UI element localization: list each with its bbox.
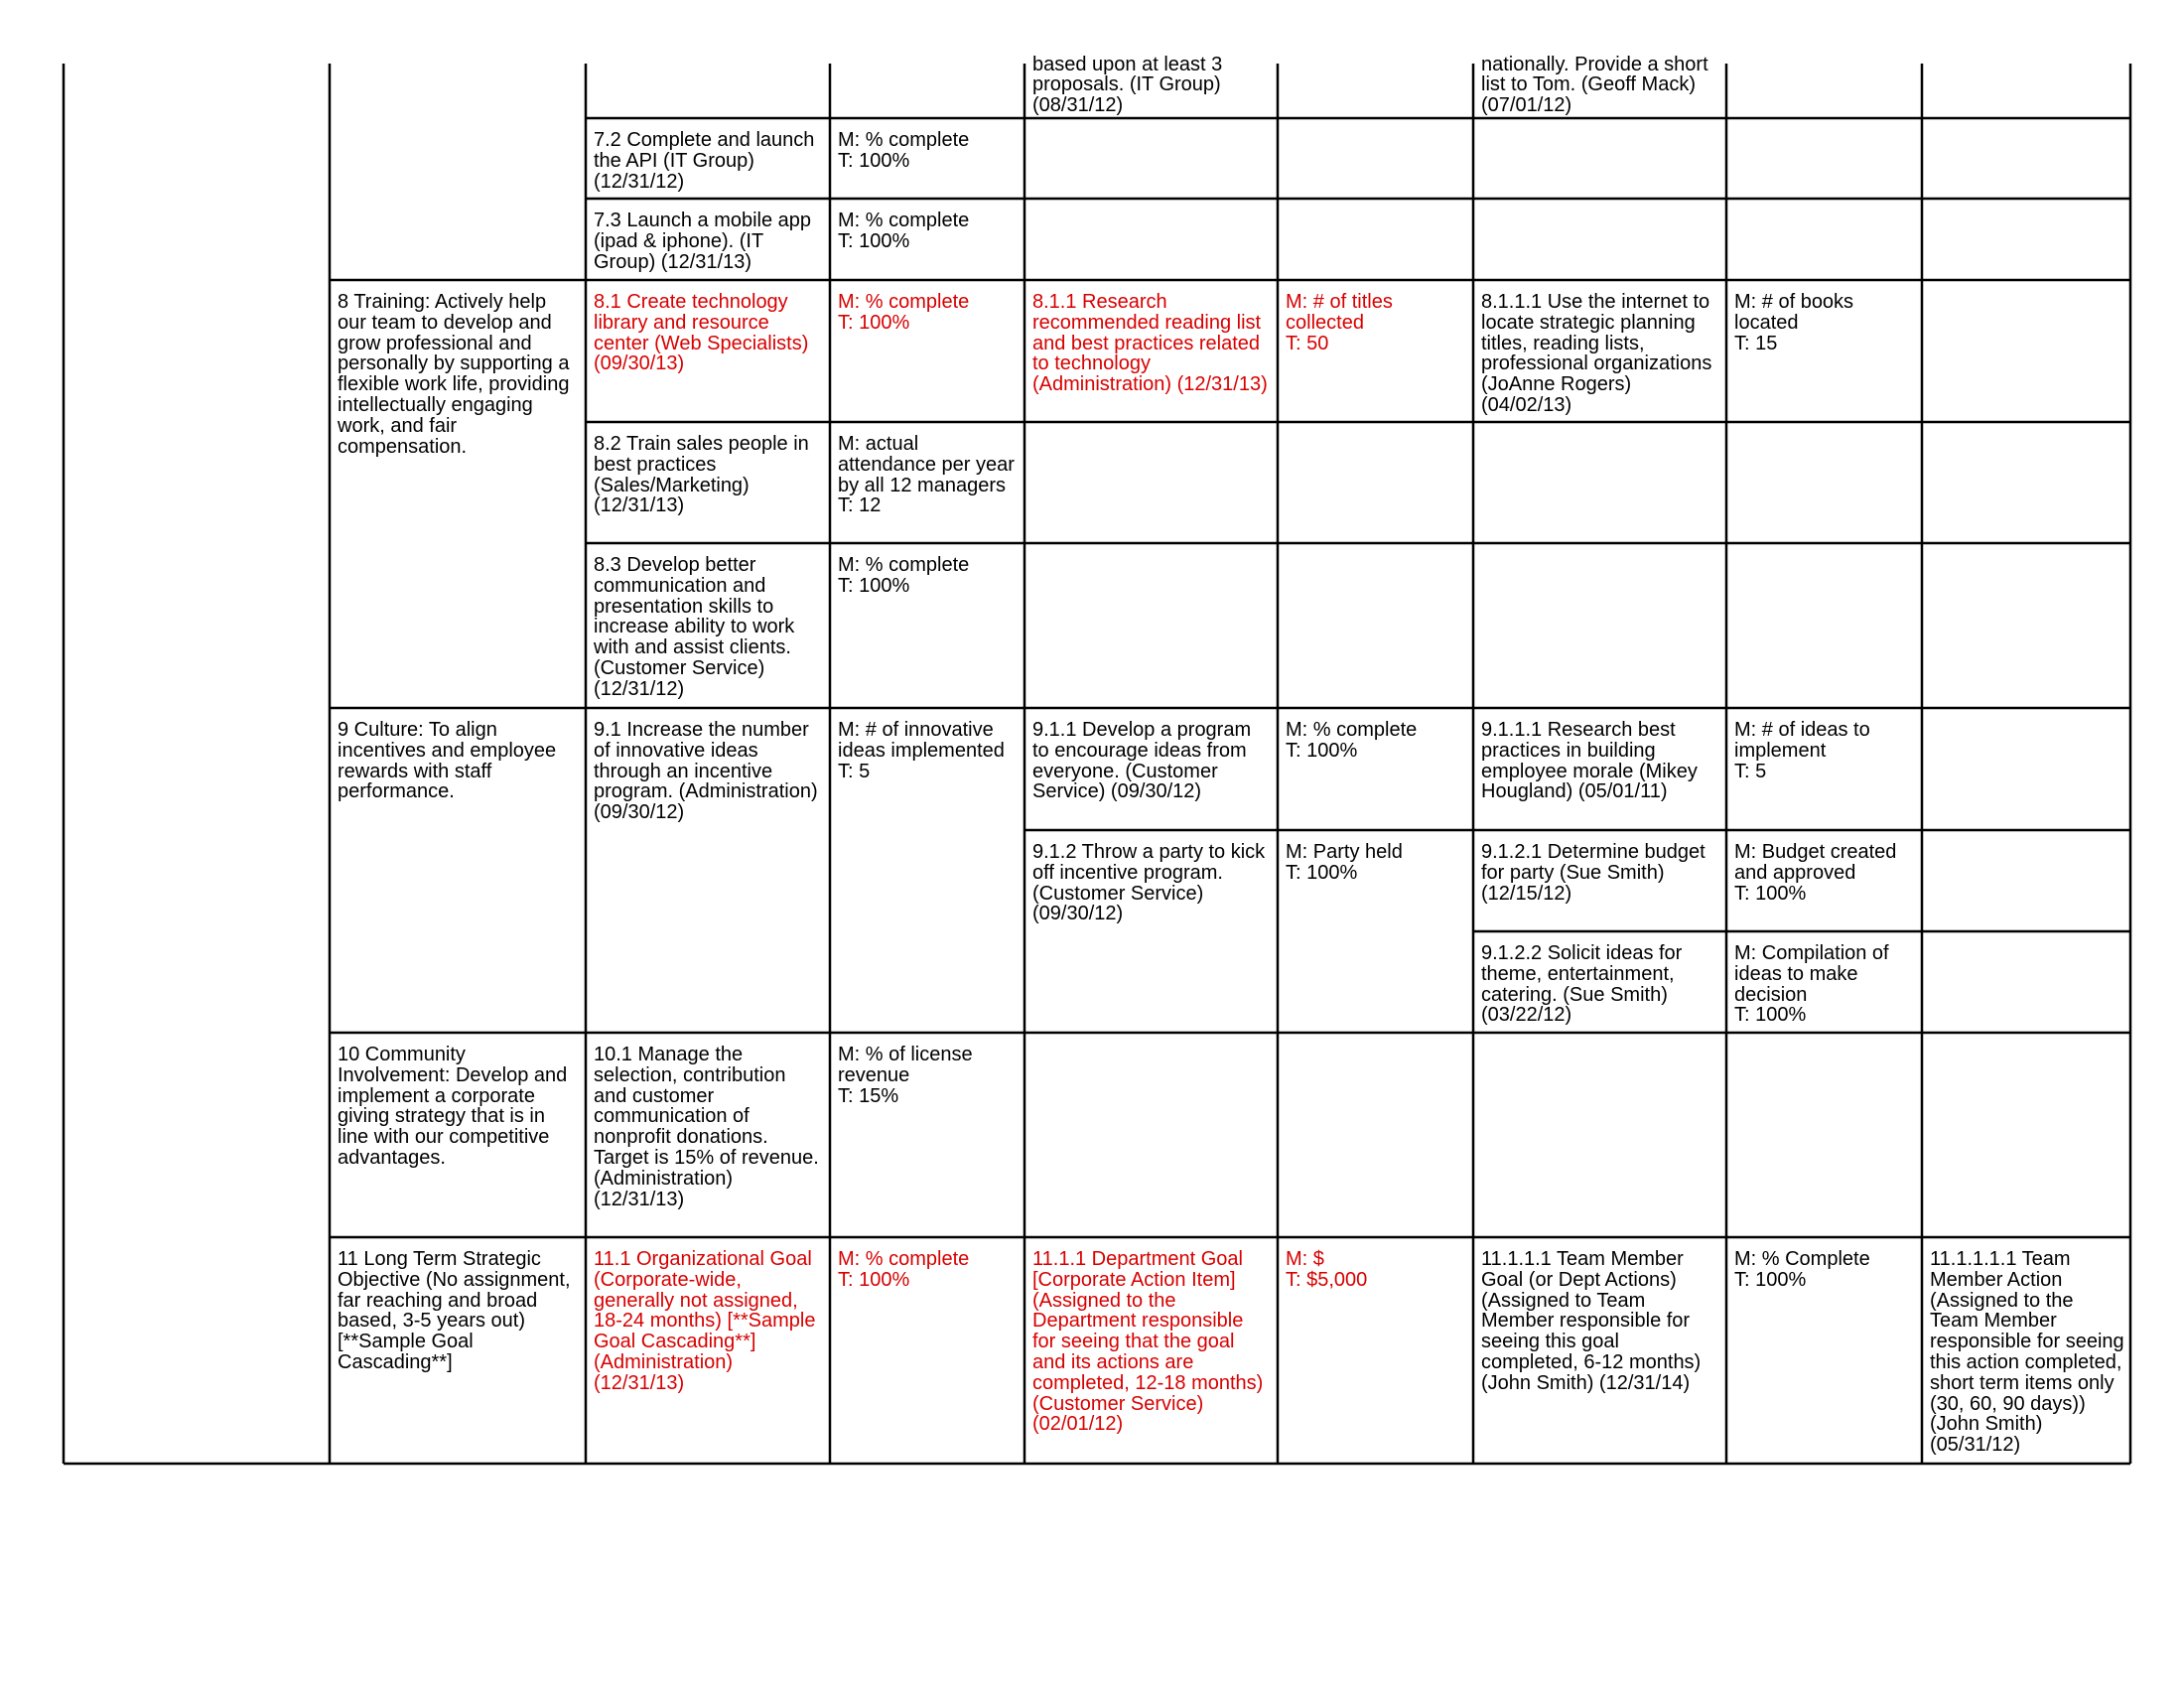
objective-11: 11 Long Term Strategic Objective (No assignment, far reaching and broad based, 3-5 years out) [**Sample Goal Cascading**] [338, 1249, 571, 1373]
goal-7-2-measure: M: % complete T: 100% [838, 130, 970, 172]
action-9-1-2-2-measure: M: Compilation of ideas to make decision T: 100% [1734, 943, 1889, 1027]
goal-9-1: 9.1 Increase the number of innovative ideas through an incentive program. (Administration) (09/30/12) [594, 720, 818, 824]
action-11-1-1-1-measure: M: % Complete T: 100% [1734, 1249, 1870, 1291]
goal-9-1-measure: M: # of innovative ideas implemented T: 5 [838, 720, 1005, 782]
goal-8-3: 8.3 Develop better communication and presentation skills to increase ability to work with and assist clients. (Customer Service) (12/31/12) [594, 555, 795, 700]
goal-8-1-measure: M: % complete T: 100% [838, 292, 970, 334]
goal-10-1-measure: M: % of license revenue T: 15% [838, 1045, 973, 1107]
strategy-9-1-2: 9.1.2 Throw a party to kick off incentive program. (Customer Service) (09/30/12) [1032, 842, 1266, 925]
action-11-1-1-1: 11.1.1.1 Team Member Goal (or Dept Actions) (Assigned to Team Member responsible for seeing this goal completed, 6-12 months) (John Smith) (12/31/14) [1481, 1249, 1702, 1394]
goal-10-1: 10.1 Manage the selection, contribution and customer communication of nonprofit donations. Target is 15% of revenue. (Administration) (12/31/13) [594, 1045, 819, 1210]
strategy-9-1-1: 9.1.1 Develop a program to encourage ideas from everyone. (Customer Service) (09/30/12) [1032, 720, 1252, 803]
goal-8-2: 8.2 Train sales people in best practices (Sales/Marketing) (12/31/13) [594, 434, 809, 517]
action-8-1-1-1: 8.1.1.1 Use the internet to locate strategic planning titles, reading lists, professional organizations (JoAnne Rogers) (04/02/13) [1481, 292, 1712, 416]
strategy-8-1-1-measure: M: # of titles collected T: 50 [1286, 292, 1393, 354]
action-9-1-2-1: 9.1.2.1 Determine budget for party (Sue Smith) (12/15/12) [1481, 842, 1706, 905]
strategy-7-1-1-continued: based upon at least 3 proposals. (IT Group) (08/31/12) [1032, 53, 1223, 116]
goal-7-3: 7.3 Launch a mobile app (ipad & iphone). (IT Group) (12/31/13) [594, 211, 812, 273]
objective-8: 8 Training: Actively help our team to develop and grow professional and personally by supporting a flexible work life, providing intellectually engaging work, and fair compensation. [338, 292, 570, 458]
goal-8-1: 8.1 Create technology library and resource center (Web Specialists) (09/30/13) [594, 292, 809, 375]
strategy-9-1-2-measure: M: Party held T: 100% [1286, 842, 1403, 884]
action-9-1-1-1-measure: M: # of ideas to implement T: 5 [1734, 720, 1870, 782]
action-8-1-1-1-measure: M: # of books located T: 15 [1734, 292, 1854, 354]
strategy-8-1-1: 8.1.1 Research recommended reading list and best practices related to technology (Administration) (12/31/13) [1032, 292, 1268, 396]
goal-8-2-measure: M: actual attendance per year by all 12 managers T: 12 [838, 434, 1015, 517]
goal-7-2: 7.2 Complete and launch the API (IT Group) (12/31/12) [594, 130, 815, 193]
task-11-1-1-1-1: 11.1.1.1.1 Team Member Action (Assigned to the Team Member responsible for seeing this action completed, short term items only (30, 60, 90 days)) (John Smith) (05/31/12) [1930, 1249, 2124, 1457]
action-7-1-1-1-continued: nationally. Provide a short list to Tom. (Geoff Mack) (07/01/12) [1481, 53, 1708, 116]
objective-9: 9 Culture: To align incentives and employee rewards with staff performance. [338, 720, 557, 803]
action-9-1-2-2: 9.1.2.2 Solicit ideas for theme, entertainment, catering. (Sue Smith) (03/22/12) [1481, 943, 1683, 1027]
strategy-9-1-1-measure: M: % complete T: 100% [1286, 720, 1418, 762]
goal-11-1: 11.1 Organizational Goal (Corporate-wide, generally not assigned, 18-24 months) [**Sample Goal Cascading**] (Administration) (12/31/13) [594, 1249, 816, 1394]
strategy-11-1-1: 11.1.1 Department Goal [Corporate Action Item] (Assigned to the Department responsible for seeing that the goal and its actions are completed, 12-18 months) (Customer Service) (02/01/12) [1032, 1249, 1264, 1436]
goal-8-3-measure: M: % complete T: 100% [838, 555, 970, 597]
objective-10: 10 Community Involvement: Develop and implement a corporate giving strategy that is in line with our competitive advantages. [338, 1045, 568, 1169]
goal-7-3-measure: M: % complete T: 100% [838, 211, 970, 252]
action-9-1-2-1-measure: M: Budget created and approved T: 100% [1734, 842, 1897, 905]
strategy-11-1-1-measure: M: $ T: $5,000 [1286, 1249, 1368, 1291]
action-9-1-1-1: 9.1.1.1 Research best practices in building employee morale (Mikey Hougland) (05/01/11) [1481, 720, 1698, 803]
goal-11-1-measure: M: % complete T: 100% [838, 1249, 970, 1291]
